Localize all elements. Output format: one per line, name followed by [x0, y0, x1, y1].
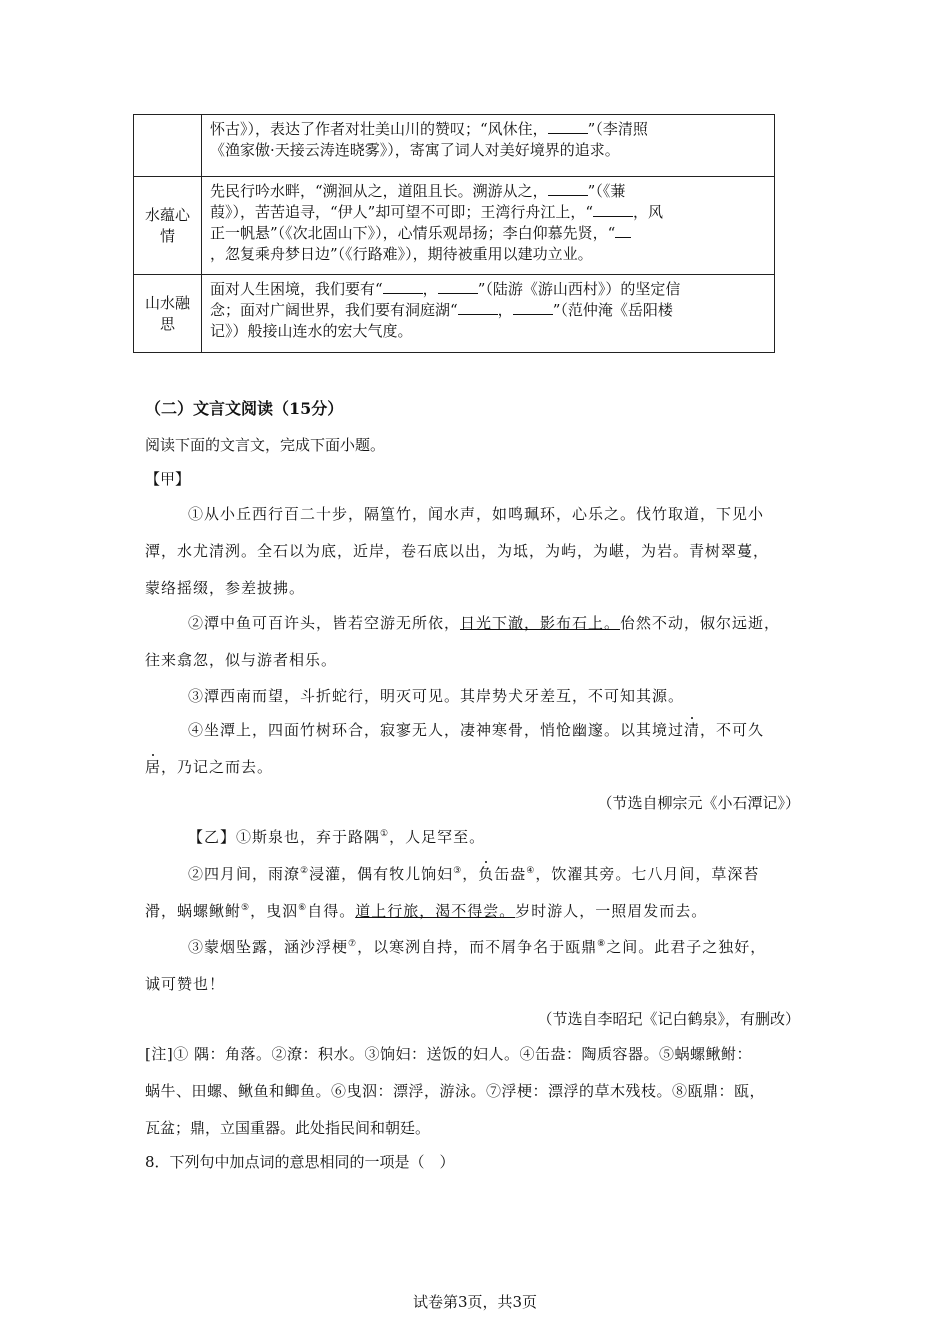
row-label: 水蕴心情 [134, 177, 202, 275]
table-row [134, 275, 775, 353]
row-text: ，风 [633, 203, 664, 221]
jia-paragraph-line [145, 756, 273, 777]
text-segment: 浸灌，偶有牧儿饷妇 [309, 865, 454, 883]
answer-blank[interactable] [593, 202, 633, 217]
footnote-mark: ⑥ [298, 903, 308, 913]
footnote-mark: ③ [453, 866, 463, 876]
row-content [202, 115, 775, 177]
jia-paragraph-line: 潭，水尤清洌。全石以为底，近岸，卷石底以出，为坻，为屿，为嵁，为岩。青树翠蔓， [145, 542, 770, 560]
row-text: 面对人生困境，我们要有“ [210, 280, 383, 298]
table-row [134, 115, 775, 177]
text-segment: 岁时游人，一照眉发而去。 [515, 902, 708, 920]
yi-paragraph-line: 诚可赞也！ [145, 975, 226, 993]
text-segment: ，以寒洌自持，而不屑争名于瓯鼎 [357, 938, 598, 956]
text-segment: ②潭中鱼可百许头，皆若空游无所依， [188, 614, 461, 632]
question-8: 8．下列句中加点词的意思相同的一项是（ ） [145, 1153, 455, 1171]
row-text: 《渔家傲·天接云涛连晓雾》），寄寓了词人对美好境界的追求。 [210, 141, 620, 159]
yi-paragraph-line [145, 900, 707, 921]
footnote-mark: ⑦ [348, 939, 358, 949]
jia-label: 【甲】 [145, 470, 191, 488]
answer-blank[interactable] [458, 300, 498, 315]
row-text: ”（陆游《游山西村》）的坚定信 [477, 280, 681, 298]
text-segment: 滑，蜗螺鳅鲋 [145, 902, 242, 920]
row-text: ”（《蒹 [587, 182, 626, 200]
row-text: ， [497, 301, 513, 319]
poetry-table [133, 114, 775, 353]
row-text: ”（范仲淹《岳阳楼 [552, 301, 673, 319]
row-text: ”（李清照 [587, 120, 648, 138]
dotted-word: 清 [684, 721, 701, 739]
answer-blank[interactable] [615, 223, 631, 238]
row-text: 先民行吟水畔，“溯洄从之，道阻且长。溯游从之， [210, 182, 548, 200]
jia-source: （节选自柳宗元《小石潭记》） [597, 794, 800, 812]
row-text: ， [422, 280, 438, 298]
text-segment: 缶盎 [494, 865, 527, 883]
row-text: 怀古》），表达了作者对壮美山川的赞叹；“风休住， [210, 120, 548, 138]
text-segment: 佁然不动，俶尔远逝， [620, 614, 781, 632]
row-text: 念；面对广阔世界，我们要有洞庭湖“ [210, 301, 458, 319]
row-text: 葭》），苦苦追寻，“伊人”却可望不可即；王湾行舟江上，“ [210, 203, 594, 221]
row-text: 记》）般接山连水的宏大气度。 [210, 322, 413, 340]
text-segment: ③蒙烟坠露，涵沙浮梗 [188, 938, 349, 956]
section-title: （二）文言文阅读（15分） [145, 399, 344, 418]
underlined-sentence: 日光下澈，影布石上。 [460, 614, 621, 632]
jia-paragraph-line [188, 719, 764, 740]
row-label: 山水融思 [134, 275, 202, 353]
text-segment: ，饮濯其旁。七八月间，草深苔 [535, 865, 760, 883]
notes-line: [注]① 隅：角落。②潦：积水。③饷妇：送饭的妇人。④缶盎：陶质容器。⑤蜗螺鳅鲋： [145, 1045, 752, 1063]
footnote-mark: ① [380, 829, 390, 839]
notes-line: 蜗牛、田螺、鳅鱼和鲫鱼。⑥曳泅：漂浮，游泳。⑦浮梗：漂浮的草木残枝。⑧瓯鼎：瓯， [145, 1082, 766, 1100]
jia-paragraph-line: ③潭西南而望，斗折蛇行，明灭可见。其岸势犬牙差互，不可知其源。 [188, 687, 685, 705]
answer-blank[interactable] [548, 181, 588, 196]
text-segment: 【乙】①斯泉也，弃于路隅 [188, 828, 381, 846]
text-segment: 之间。此君子之独好， [606, 938, 767, 956]
yi-paragraph-line [188, 863, 759, 884]
jia-paragraph-line: 蒙络摇缀，参差披拂。 [145, 579, 306, 597]
footnote-mark: ④ [526, 866, 536, 876]
dotted-word: 负 [478, 865, 495, 883]
row-label [134, 115, 202, 177]
yi-paragraph-line [188, 826, 485, 847]
text-segment: ④坐潭上，四面竹树环合，寂寥无人，凄神寒骨，悄怆幽邃。以其境过 [188, 721, 685, 739]
answer-blank[interactable] [513, 300, 553, 315]
text-segment: ，不可久 [700, 721, 765, 739]
footnote-mark: ⑤ [241, 903, 251, 913]
text-segment: ，人足罕至。 [389, 828, 486, 846]
text-segment: ， [462, 865, 479, 883]
row-content [202, 177, 775, 275]
jia-paragraph-line: 往来翕忽，似与游者相乐。 [145, 651, 338, 669]
text-segment: ，曳泅 [250, 902, 299, 920]
text-segment: ，乃记之而去。 [161, 758, 274, 776]
yi-paragraph-line [188, 936, 766, 957]
text-segment: ②四月间，雨潦 [188, 865, 301, 883]
jia-paragraph-line [188, 612, 780, 633]
answer-blank[interactable] [383, 279, 423, 294]
answer-blank[interactable] [438, 279, 478, 294]
row-content [202, 275, 775, 353]
jia-paragraph-line: ①从小丘西行百二十步，隔篁竹，闻水声，如鸣珮环，心乐之。伐竹取道，下见小 [188, 505, 765, 523]
footnote-mark: ② [300, 866, 310, 876]
instruction: 阅读下面的文言文，完成下面小题。 [145, 436, 386, 454]
row-text: ，忽复乘舟梦日边”（《行路难》），期待被重用以建功立业。 [210, 245, 593, 263]
yi-source: （节选自李昭玘《记白鹤泉》，有删改） [537, 1010, 800, 1028]
page-footer: 试卷第3页，共3页 [412, 1293, 538, 1311]
text-segment: 自得。 [307, 902, 356, 920]
answer-blank[interactable] [548, 119, 588, 134]
dotted-word: 居 [145, 758, 162, 776]
table-row [134, 177, 775, 275]
footnote-mark: ⑧ [597, 939, 607, 949]
notes-line: 瓦盆；鼎，立国重器。此处指民间和朝廷。 [145, 1119, 431, 1137]
row-text: 正一帆悬”（《次北固山下》），心情乐观昂扬；李白仰慕先贤，“ [210, 224, 616, 242]
underlined-sentence: 道上行旅，渴不得尝。 [355, 902, 516, 920]
